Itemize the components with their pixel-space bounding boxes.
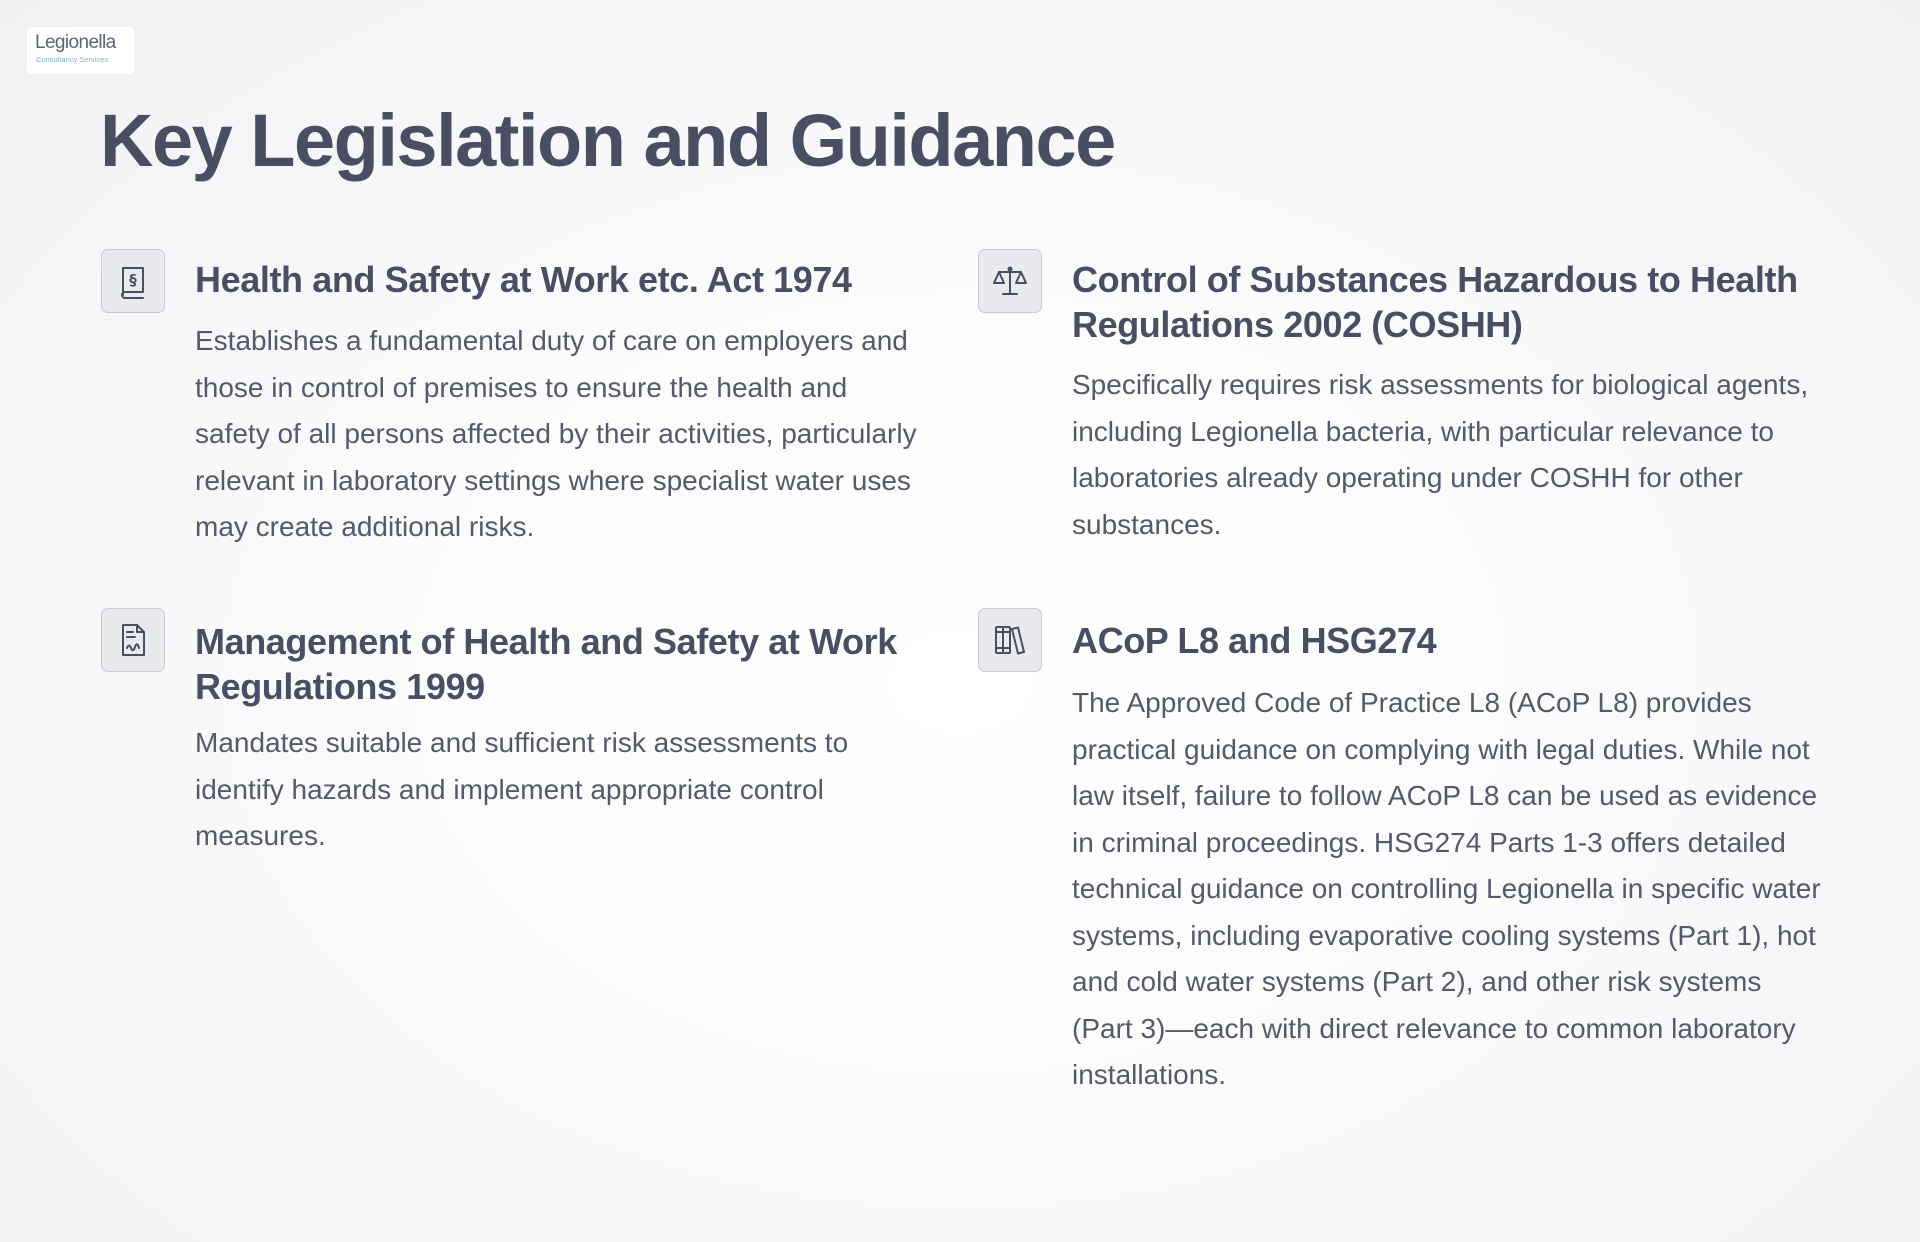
signed-document-icon	[101, 608, 165, 672]
scales-icon	[978, 249, 1042, 313]
page-title: Key Legislation and Guidance	[100, 99, 1115, 182]
item-title: Health and Safety at Work etc. Act 1974	[195, 259, 852, 300]
item-description: Establishes a fundamental duty of care on employers and those in control of premises to ensure the health and safety of all persons affected by their activities, particularly relevant in laboratory settings where specialist water uses may create additional risks.	[195, 325, 917, 542]
item-title: Control of Substances Hazardous to Health Regulations 2002 (COSHH)	[1072, 259, 1798, 345]
logo-tagline: Consultancy Services	[36, 55, 109, 64]
item-description: The Approved Code of Practice L8 (ACoP L8) provides practical guidance on complying with legal duties. While not law itself, failure to follow ACoP L8 can be used as evidence in criminal proceedings. HSG274 Parts 1-3 offers detailed technical guidance on controlling Legionella in specific water systems, including evaporative cooling systems (Part 1), hot and cold water systems (Part 2), and other risk systems (Part 3)—each with direct relevance to common laboratory installations.	[1072, 687, 1821, 1090]
item-description: Mandates suitable and sufficient risk assessments to identify hazards and implement appropriate control measures.	[195, 727, 849, 851]
section-book-icon	[101, 249, 165, 313]
company-logo	[27, 27, 134, 74]
logo-wordmark: Legionella	[35, 32, 116, 53]
item-description: Specifically requires risk assessments for biological agents, including Legionella bacteria, with particular relevance to laboratories already operating under COSHH for other substances.	[1072, 369, 1809, 540]
item-title: ACoP L8 and HSG274	[1072, 620, 1437, 661]
svg-text:§: §	[129, 271, 137, 289]
books-icon	[978, 608, 1042, 672]
item-title: Management of Health and Safety at Work Regulations 1999	[195, 621, 897, 707]
